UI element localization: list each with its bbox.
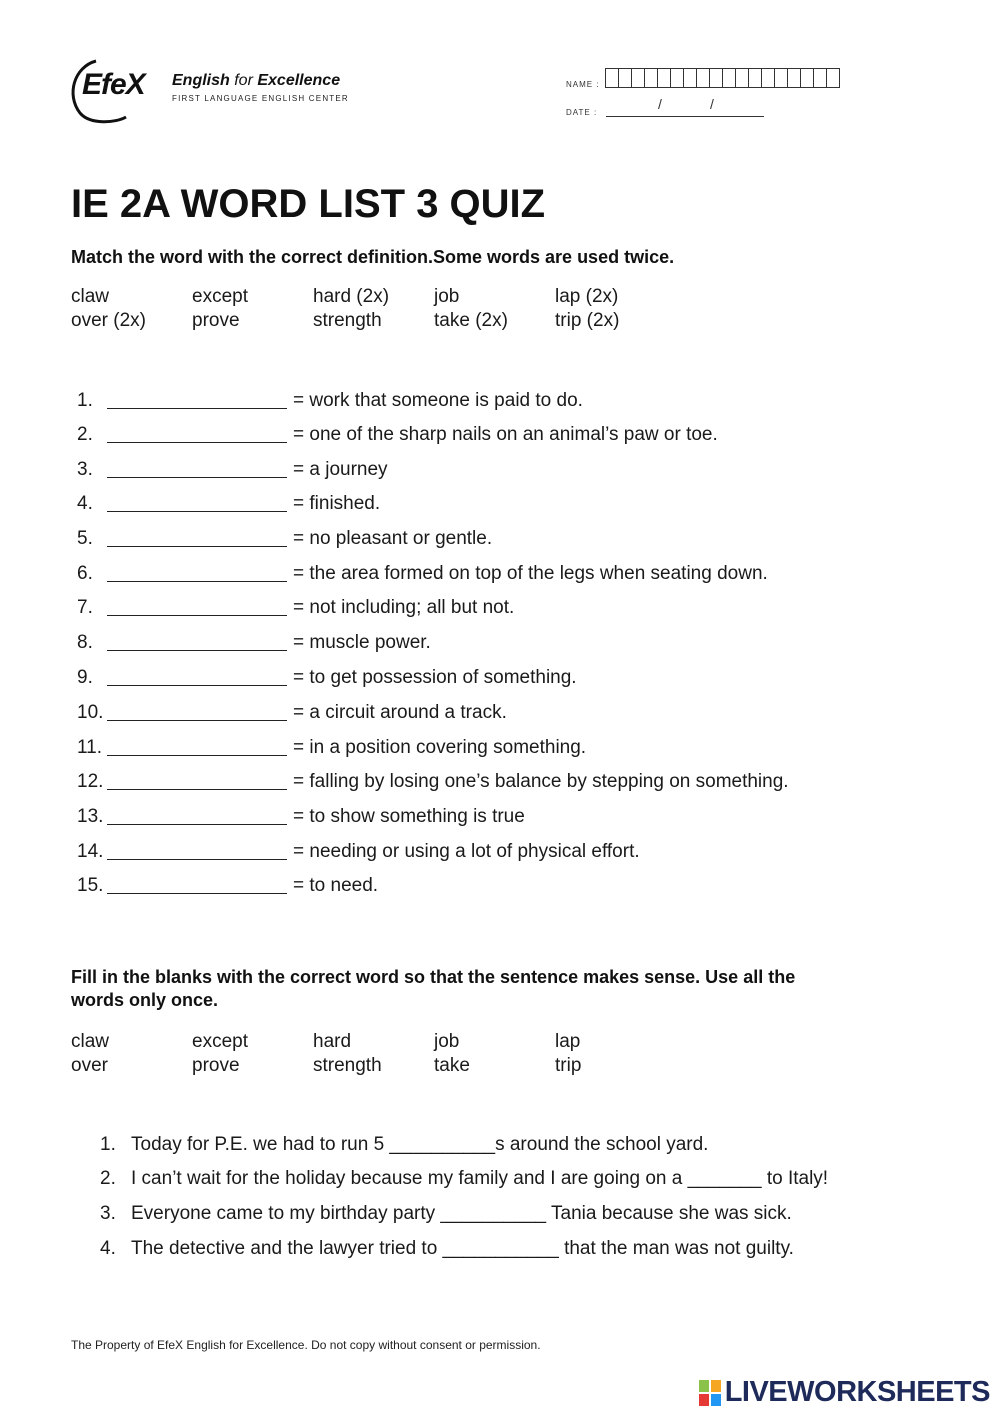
liveworksheets-text: LIVEWORKSHEETS xyxy=(724,1376,990,1408)
section2-word-bank xyxy=(71,1030,676,1078)
word-bank-row xyxy=(71,1054,676,1078)
word-bank-word: over (2x) xyxy=(71,310,146,331)
word-bank-word: over xyxy=(71,1055,108,1076)
answer-blank[interactable] xyxy=(107,665,287,686)
definition-item: 14. = needing or using a lot of physical effort. xyxy=(77,841,640,862)
brand-title: English for Excellence xyxy=(172,72,341,89)
definition-item: 1. = work that someone is paid to do. xyxy=(77,390,583,411)
answer-blank[interactable] xyxy=(107,735,287,756)
page-title: IE 2A WORD LIST 3 QUIZ xyxy=(71,182,546,226)
word-bank-word: job xyxy=(434,286,460,307)
answer-blank[interactable] xyxy=(107,457,287,478)
definition-item: 11. = in a position covering something. xyxy=(77,737,587,758)
answer-blank[interactable] xyxy=(107,873,287,894)
word-bank-word: strength xyxy=(313,310,382,331)
footer-copyright: The Property of EfeX English for Excellence. Do not copy without consent or permission. xyxy=(71,1338,541,1352)
answer-blank[interactable] xyxy=(107,595,287,616)
word-bank-word: job xyxy=(434,1031,460,1052)
answer-blank[interactable] xyxy=(107,491,287,512)
name-input-boxes[interactable] xyxy=(606,68,840,88)
date-input-line[interactable] xyxy=(606,116,764,117)
word-bank-word: prove xyxy=(192,1055,240,1076)
definition-item: 4. = finished. xyxy=(77,493,381,514)
name-label: NAME : xyxy=(566,80,600,89)
date-separator: / xyxy=(710,96,714,112)
definition-item: 3. = a journey xyxy=(77,459,388,480)
section1-word-bank xyxy=(71,285,676,333)
word-bank-word: except xyxy=(192,1031,248,1052)
definition-item: 15. = to need. xyxy=(77,875,379,896)
definition-item: 6. = the area formed on top of the legs when seating down. xyxy=(77,563,768,584)
definition-item: 2. = one of the sharp nails on an animal’s paw or toe. xyxy=(77,424,718,445)
answer-blank[interactable] xyxy=(107,561,287,582)
sentence-text[interactable]: Today for P.E. we had to run 5 __________s around the school yard. xyxy=(131,1134,709,1155)
definition-item: 8. = muscle power. xyxy=(77,632,431,653)
word-bank-word: lap (2x) xyxy=(555,286,619,307)
word-bank-word: take xyxy=(434,1055,470,1076)
definition-item: 10. = a circuit around a track. xyxy=(77,702,507,723)
word-bank-word: trip xyxy=(555,1055,582,1076)
definition-item: 9. = to get possession of something. xyxy=(77,667,577,688)
liveworksheets-logo-icon xyxy=(699,1380,721,1406)
word-bank-row xyxy=(71,285,676,309)
definition-item: 13. = to show something is true xyxy=(77,806,525,827)
word-bank-word: strength xyxy=(313,1055,382,1076)
answer-blank[interactable] xyxy=(107,422,287,443)
sentence-text[interactable]: The detective and the lawyer tried to ___________ that the man was not guilty. xyxy=(131,1238,794,1259)
definition-item: 5. = no pleasant or gentle. xyxy=(77,528,493,549)
word-bank-word: hard (2x) xyxy=(313,286,390,307)
answer-blank[interactable] xyxy=(107,839,287,860)
answer-blank[interactable] xyxy=(107,804,287,825)
word-bank-row xyxy=(71,1030,676,1054)
brand-subtitle: FIRST LANGUAGE ENGLISH CENTER xyxy=(172,94,349,103)
definition-item: 7. = not including; all but not. xyxy=(77,597,515,618)
section1-instruction: Match the word with the correct definition.Some words are used twice. xyxy=(71,247,675,267)
answer-blank[interactable] xyxy=(107,526,287,547)
answer-blank[interactable] xyxy=(107,700,287,721)
sentence-item: 4. The detective and the lawyer tried to ___________ that the man was not guilty. xyxy=(100,1236,794,1262)
date-label: DATE : xyxy=(566,108,598,117)
word-bank-word: lap xyxy=(555,1031,581,1052)
word-bank-word: claw xyxy=(71,1031,110,1052)
definition-item: 12. = falling by losing one’s balance by stepping on something. xyxy=(77,771,789,792)
word-bank-word: claw xyxy=(71,286,110,307)
sentence-text[interactable]: Everyone came to my birthday party __________ Tania because she was sick. xyxy=(131,1203,792,1224)
answer-blank[interactable] xyxy=(107,769,287,790)
sentence-item: 1. Today for P.E. we had to run 5 __________s around the school yard. xyxy=(100,1132,708,1158)
logo-text: EfeX xyxy=(82,68,145,101)
answer-blank[interactable] xyxy=(107,388,287,409)
word-bank-word: hard xyxy=(313,1031,352,1052)
answer-blank[interactable] xyxy=(107,630,287,651)
word-bank-row xyxy=(71,309,676,333)
section2-instruction: Fill in the blanks with the correct word so that the sentence makes sense. Use all the words only once. xyxy=(71,967,796,1010)
word-bank-word: take (2x) xyxy=(434,310,508,331)
sentence-item: 3. Everyone came to my birthday party __________ Tania because she was sick. xyxy=(100,1201,792,1227)
sentence-item: 2. I can’t wait for the holiday because my family and I are going on a _______ to Italy! xyxy=(100,1166,828,1192)
word-bank-word: except xyxy=(192,286,248,307)
date-separator: / xyxy=(658,96,662,112)
liveworksheets-watermark xyxy=(699,1376,990,1409)
sentence-text[interactable]: I can’t wait for the holiday because my family and I are going on a _______ to Italy! xyxy=(131,1168,829,1189)
word-bank-word: prove xyxy=(192,310,240,331)
word-bank-word: trip (2x) xyxy=(555,310,620,331)
